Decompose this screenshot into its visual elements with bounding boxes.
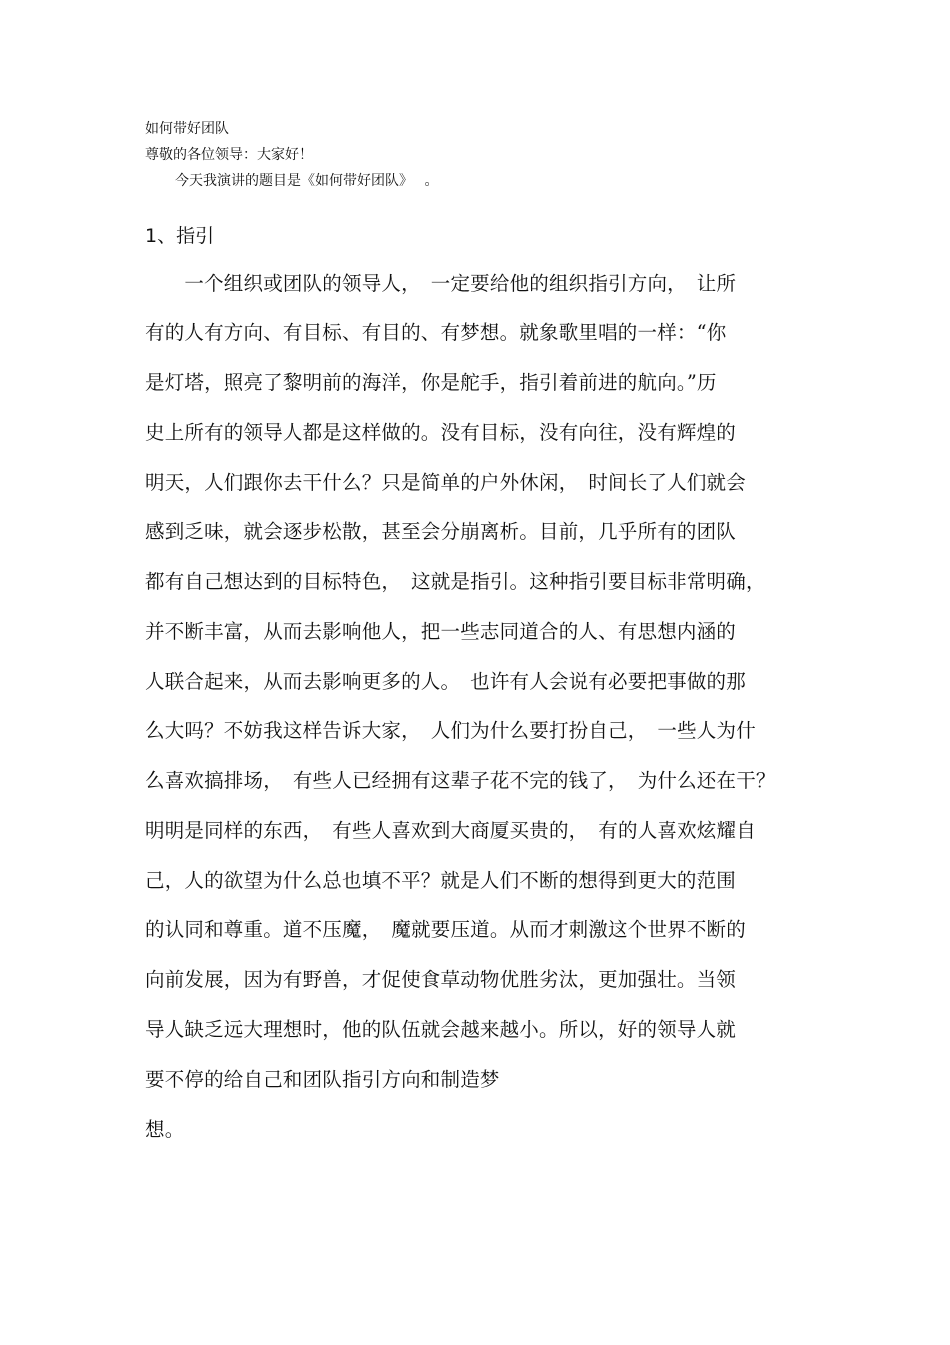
document-title: 如何带好团队 [145, 121, 229, 137]
intro-line: 今天我演讲的题目是《如何带好团队》 。 [175, 173, 439, 189]
paragraph-line: 明天，人们跟你去干什么？只是简单的户外休闲， 时间长了人们就会 [145, 471, 746, 494]
paragraph-line: 明明是同样的东西， 有些人喜欢到大商厦买贵的， 有的人喜欢炫耀自 [145, 819, 756, 842]
paragraph-line: 都有自己想达到的目标特色， 这就是指引。这种指引要目标非常明确， [145, 570, 766, 593]
paragraph-line: 么喜欢搞排场， 有些人已经拥有这辈子花不完的钱了， 为什么还在干？ [145, 769, 776, 792]
section-heading: 1、指引 [145, 225, 215, 247]
paragraph-line: 的认同和尊重。道不压魔， 魔就要压道。从而才刺激这个世界不断的 [145, 918, 746, 941]
paragraph-line: 想。 [145, 1118, 185, 1141]
paragraph-line: 有的人有方向、有目标、有目的、有梦想。就象歌里唱的一样：“你 [145, 321, 727, 344]
paragraph-line: 导人缺乏远大理想时，他的队伍就会越来越小。所以，好的领导人就 [145, 1018, 737, 1041]
paragraph-line: 史上所有的领导人都是这样做的。没有目标，没有向往，没有辉煌的 [145, 421, 737, 444]
paragraph-line: 感到乏味，就会逐步松散，甚至会分崩离析。目前，几乎所有的团队 [145, 520, 737, 543]
paragraph-line: 并不断丰富，从而去影响他人，把一些志同道合的人、有思想内涵的 [145, 620, 737, 643]
paragraph-line: 一个组织或团队的领导人， 一定要给他的组织指引方向， 让所 [145, 272, 737, 295]
paragraph-line: 己，人的欲望为什么总也填不平？就是人们不断的想得到更大的范围 [145, 869, 737, 892]
paragraph-line: 人联合起来，从而去影响更多的人。 也许有人会说有必要把事做的那 [145, 670, 746, 693]
paragraph-line: 向前发展，因为有野兽，才促使食草动物优胜劣汰，更加强壮。当领 [145, 968, 737, 991]
paragraph-line: 是灯塔，照亮了黎明前的海洋，你是舵手，指引着前进的航向。”历 [145, 371, 717, 394]
paragraph-line: 么大吗？不妨我这样告诉大家， 人们为什么要打扮自己， 一些人为什 [145, 719, 756, 742]
paragraph-line: 要不停的给自己和团队指引方向和制造梦 [145, 1068, 500, 1091]
greeting-line: 尊敬的各位领导：大家好！ [145, 147, 313, 163]
